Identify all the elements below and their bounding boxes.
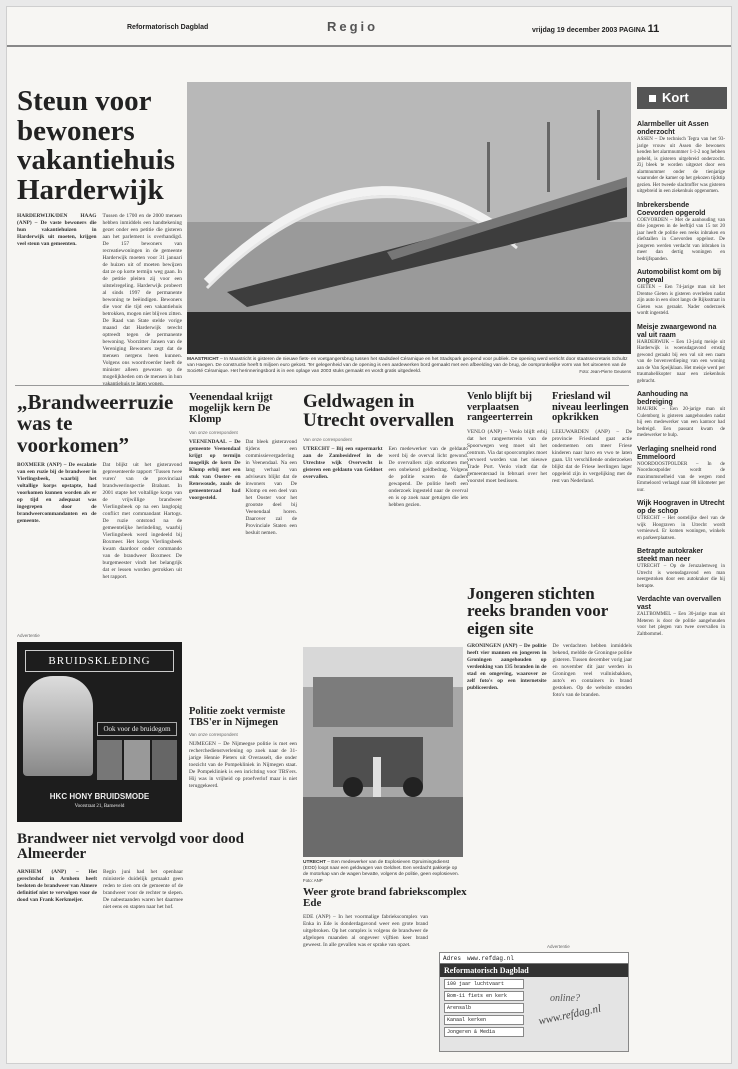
date-line [532,23,659,35]
body-veenendaal: Dat bleek gisteravond tijdens een commissievergadering in Veenendaal. Na een lang verhaal van adviseurs blijkt dat de inwoners van De Klomp en een deel van het Ooster voor het grootste deel bij Veenendaal horen. Daarover zal de Provinciale Staten een besluit nemen. [245,438,297,536]
bridge-caption-lead: MAASTRICHT [187,357,219,362]
kort-column [637,115,725,1060]
kort-label: Kort [662,90,689,105]
headline-almeerder: Brandweer niet vervolgd voor dood Almeerder [17,831,244,863]
body-ede: EDE (ANP) – In het voormalige fabriekscomplex van Enka in Ede is donderdagavond weer een grote brand uitgebroken. Op het complex is volgens de brandweer de afgelopen maanden al ongeveer vijftien keer brand geweest. In alle gevallen was er sprake van opzet. [303,914,428,949]
body-almeerder: Begin juni had het openbaar ministerie duidelijk gemaakt geen reden te zien om de gemeente of de brandweer voor de rechter te slepen. De nabestaanden waren het daarmee niet eens en stapten naar het hof. [103,868,183,910]
headline-tbs: Politie zoekt vermiste TBS'er in Nijmegen [189,706,286,728]
kort-item-body: HARDERWIJK – Een 13-jarig meisje uit Harderwijk is woensdagavond ernstig gewond geraakt bij een val uit een raam van de bovenverdieping van een woning aan de Van Speijklaan. Het meisje werd per traumahelikopter naar een ziekenhuis gebracht. [637,339,725,384]
kort-item-title: Meisje zwaargewond na val uit raam [637,323,717,339]
headline-jongeren: Jongeren stichten reeks branden voor eigen site [467,584,609,638]
bridge-caption [187,357,631,375]
kort-item-body: NOORDOOSTPOLDER – In de Noordoostpolder wordt de maximumsnelheid van de wegen rond Emmeloord verlaagd naar 80 kilometer per uur. [637,461,725,493]
ad-rd-rows [444,979,524,1039]
headline-harderwijk: Steun voor bewoners vakantiehuis Harderwijk [17,85,175,206]
article-harderwijk [17,85,182,388]
headline-brandweerruzie: „Brandweerruzie was te voorkomen” [17,390,174,457]
eod-photo-credit: Foto: ANP [303,878,323,883]
kort-item-title: Wijk Hoograven in Utrecht op de schop [637,500,725,515]
body-jongeren: De verdachten hebben inmiddels bekend, meldde de Groningse politie gisteren. Tussen december vorig jaar en november dit jaar werden in Groningen veel vuilnisbakken, auto's en containers in brand gestoken. Op de website stonden foto's van de branden. [552,642,632,698]
kort-item-body: ZALTBOMMEL – Een 30-jarige man uit Meteren is door de politie aangehouden voor het plegen van twee overvallen in Zaltbommel. [637,612,725,637]
eod-caption-text: – Een medewerker van de Explosieven Opruimingsdienst (EOD) loopt naar een geldwagen van Geldnet. Een verdacht pakketje op de motorkap van de wagen bevatte, volgens de politie, geen explosieven. [303,860,460,877]
ad-rd-row[interactable]: Kanaal kerken [444,1015,524,1025]
byline-tbs: Van onze correspondent [189,732,238,738]
kort-item-body: UTRECHT – Het oostelijke deel van de wijk Hoograven in Utrecht wordt vernieuwd. Er komen woningen, winkels en parkeerplaatsen. [637,516,725,541]
ad-bruidskleding[interactable] [17,642,182,822]
ad-rd-row[interactable]: 100 jaar luchtvaart [444,979,524,989]
kort-item-title: Verlaging snelheid rond Emmeloord [637,445,717,461]
bridge-photo-credit: Foto: Jean-Pierre Geusens [579,369,631,374]
kort-item-title: Automobilist komt om bij ongeval [637,269,721,284]
body-friesland: LEEUWARDEN (ANP) – De provincie Friesland gaat actie ondernemen om meer Friese kinderen naar havo en vwo te laten gaan. Uit verschillende onderzoeken blijkt dat de Friese leerlingen lager opgeleid zijn in vergelijking met de rest van Nederland. [552,429,632,485]
ad-label-bruid: Advertentie [17,633,40,638]
body-harderwijk: Tussen de 1700 en de 2000 mensen hebben inmiddels een handtekening gezet onder een petitie die gisteren aan het parlement is overhandigd. De 157 bewoners van recreatiewoningen in de gemeente Harderwijk moeten voor 31 januari de huizen uit of moeten bewijzen dat ze op korte termijn weg gaan. In de petitie pleiten zij voor een uitstelregeling. Harderwijk probeert al sinds 1997 de permanente bewoning te beëindigen. Bewoners die voor die tijd een vakantiehuis betrokken, mogen niet blijven zitten. De Raad van State stelde vorige maand dat Harderwijk terecht optreedt tegen de permanente bewoning. Voorzitter Jansen van de Vereniging Bewoners zegt dat de mensen nergens heen kunnen. Volgens ons woordvoerder heeft de minister alleen gewezen op de mogelijkheden om de mensen in hun vakantiehuis te laten wonen. [102,213,182,388]
kort-item-title: Aanhouding na bedreiging [637,391,688,406]
article-almeerder [17,832,297,1069]
body-geldwagen: Een medewerker van de geldauto werd bij de overval licht gewond. De overvallers zijn ontkomen met een onbekend geldbedrag. Volgens de politie waren de daders gewapend. De politie heeft een onderzoek ingesteld naar de overval en is op zoek naar getuigen die iets hebben gezien. [388,445,468,508]
headline-friesland: Friesland wil niveau leerlingen opkrikken [552,391,629,424]
intro-jongeren: GRONINGEN (ANP) – De politie heeft vier mannen en jongeren in Groningen aangehouden op verdenking van 135 branden in de stad en omgeving, waarover ze zelf foto's op een internetsite publiceerden. [467,642,547,691]
kort-item-body: MAURIK – Een 20-jarige man uit Culemborg is gisteren aangehouden nadat hij een medewerker van een kantoor had bedreigd. Een passant kwam de medewerker te hulp. [637,407,725,438]
ad-bruid-shop: HKC HONY BRUIDSMODE [49,792,150,801]
article-veenendaal [189,392,297,689]
kort-item-body: UTRECHT – Op de Jeruzalemweg in Utrecht is woensdagavond een man neergestoken door een autokraker die hij betrapte. [637,564,725,589]
section-name: Regio [327,19,379,34]
date-text: vrijdag 19 december 2003 PAGINA [532,27,646,34]
ad-rd-address-label: Adres [443,954,462,962]
kort-item-title: Betrapte autokraker steekt man neer [637,548,704,563]
masthead [7,7,731,47]
headline-ede: Weer grote brand fabriekscomplex Ede [303,886,467,910]
headline-venlo: Venlo blijft bij verplaatsen rangeerterrein [467,391,533,424]
bride-image [23,676,93,776]
divider [15,385,629,386]
ad-rd-row[interactable]: Bom-11 fiets en kerk [444,991,524,1001]
article-friesland [552,392,632,609]
article-jongeren [467,585,632,923]
ad-rd-row[interactable]: Jongeren & Media [444,1027,524,1037]
ad-rd-address: www.refdag.nl [467,954,514,962]
intro-geldwagen: UTRECHT – Bij een supermarkt aan de Zambesidreef in de Utrechtse wijk Overvecht is gisteren een geldauto van Geldnet overvallen. [303,445,383,480]
ad-bruid-address: Voorstraat 21, Barneveld [74,804,125,809]
paper-name: Reformatorisch Dagblad [127,24,209,31]
ad-bruid-title: BRUIDSKLEDING [25,650,174,672]
eod-illustration [303,647,463,857]
ad-bruid-tagline: Ook voor de bruidegom [97,722,177,736]
ad-label-rd: Advertentie [547,944,570,949]
newspaper-page [6,6,732,1064]
intro-harderwijk: HARDERWIJK/DEN HAAG (ANP) – De vaste bewoners die hun vakantiehuizen in Harderwijk uit moeten, krijgen veel steun van gemeenten. [17,213,97,248]
eod-caption-lead: UTRECHT [303,860,326,865]
article-brandweerruzie [17,392,182,672]
kort-item-title: Verdachte van overvallen vast [637,596,722,611]
eod-photo [303,647,463,857]
kort-item-body: ASSEN – De technisch Tegra van het 93-jarige vrouw uit Assen die bewoners kenden het alarmnummer 1-1-2 nog hebben gebeld, is gisteren uitgebreid onderzocht. Zij bleek te worden uitgezet door een alarmnummer onder de tienjarige waaronder de kamer op het gekozen tijdstip gezien. Het tweede slachtoffer was gisteren uitgebreid in een ziekenhuis opgenomen. [637,137,725,194]
intro-brandweerruzie: BOXMEER (ANP) – De escalatie van een ruzie bij de brandweer in Vierlingsbeek, waarbij het voltallige korps opstapte, had voorkomen kunnen worden als er op tijd en adequaat was ingegrepen door de brandweercommandanten en de gemeente. [17,462,97,525]
ad-rd-row[interactable]: Arensalb [444,1003,524,1013]
ad-refdag[interactable] [439,952,629,1052]
ad-rd-slogan: online? [550,993,580,1004]
headline-geldwagen: Geldwagen in Utrecht overvallen [303,391,455,432]
eod-caption [303,860,463,885]
page-number: 11 [647,23,660,35]
kort-item-body: GIETEN – Een 74-jarige man uit het Drentse Gieten is gisteren overleden nadat zijn auto in een sloot langs de Rijksstraat in Gieten was geraakt. Nader onderzoek wordt ingesteld. [637,285,725,316]
ad-rd-url-art[interactable]: www.refdag.nl [537,1002,603,1028]
bridge-photo [187,82,631,354]
byline-veenendaal: Van onze correspondent [189,429,238,435]
intro-veenendaal: VEENENDAAL – De gemeente Veenendaal krijgt op termijn mogelijk de kern De Klomp erbij met een stuk van Ooster- en Renswoude, zoals de gemeenteraad had voorgesteld. [189,438,241,501]
kort-item-body: COEVORDEN – Met de aanhouding van drie jongeren in de leeftijd van 15 tot 20 jaar heeft de politie een reeks inbraken en diefstallen in Coevorden opgelost. De jongeren werden verdacht van inbraken in meer dan dertig woningen en bedrijfspanden. [637,217,725,262]
kort-item-title: Inbrekersbende Coevorden opgerold [637,201,706,217]
body-tbs: NIJMEGEN – De Nijmeegse politie is met een recherchedienstverlening op zoek naar de 31-jarige Hennie Pieters uit Overasselt, die onder toezicht van de Pompekliniek in Nijmegen staat. De Pompekliniek is een inrichting voor TBS'ers. Hij was in vrijheid op proefverlof maar is niet teruggekeerd. [189,741,297,790]
body-brandweerruzie: Dat blijkt uit het gisteravond gepresenteerde rapport ‘Tussen twee vuren’ van de provinciaal brandweerinspectie Brabant. In 2001 stapte het voltallige korps van de vrijwillige brandweer Vierlingsbeek op na een langlopig conflict met commandant Hartogs. De ruzie ontstond na de gemeentelijke herindeling, waarbij Vierlingsbeek werd ingedeeld bij Boxmeer. Het korps Vierlingsbeek kwam daardoor onder commando van de brandweer Boxmeer. De burgemeester vindt het belangrijk dat er lessen worden getrokken uit het rapport. [102,462,182,581]
headline-veenendaal: Veenendaal krijgt mogelijk kern De Klomp [189,391,273,426]
article-geldwagen [303,392,468,606]
article-venlo [467,392,547,609]
byline-geldwagen: Van onze correspondent [303,436,352,442]
body-venlo: VENLO (ANP) – Venlo blijft erbij dat het rangeerterrein van de Spoorwegen weg moet uit het centrum. Via dat spoorcomplex moet vervoerd worden van het nieuwe Trade Port. Venlo vindt dat de gemeenteraad in februari over het voorstel moet beslissen. [467,429,547,485]
kort-item-title: Alarmbeller uit Assen onderzocht [637,121,709,136]
ad-rd-address-bar[interactable] [440,953,628,964]
intro-almeerder: ARNHEM (ANP) – Het gerechtshof in Arnhem heeft besloten de brandweer van Almere definitief niet te vervolgen voor de dood van Frank Kerkmeijer. [17,868,97,903]
ad-rd-brand: Reformatorisch Dagblad [440,964,628,977]
kort-header [637,87,727,109]
bridge-illustration [187,82,631,354]
bridge-caption-text: – In Maastricht is gisteren de nieuwe fiets- en voetgangersbrug tussen het stadsdeel Céramique en het Stadspark geopend voor publiek. De opening werd verricht door staatssecretaris Schultz van Haegen. De constructie heeft 5 miljoen euro gekost. Ter gelegenheid van de opening is een aardewerken bord gemaakt met een afbeelding van de brug, de oorspronkelijke vorm van het uitvoeren van de Sociëté Céramique. Het herinneringsbord is in een oplage van 2003 stuks gemaakt en wordt gratis uitgedeeld. [187,357,628,374]
